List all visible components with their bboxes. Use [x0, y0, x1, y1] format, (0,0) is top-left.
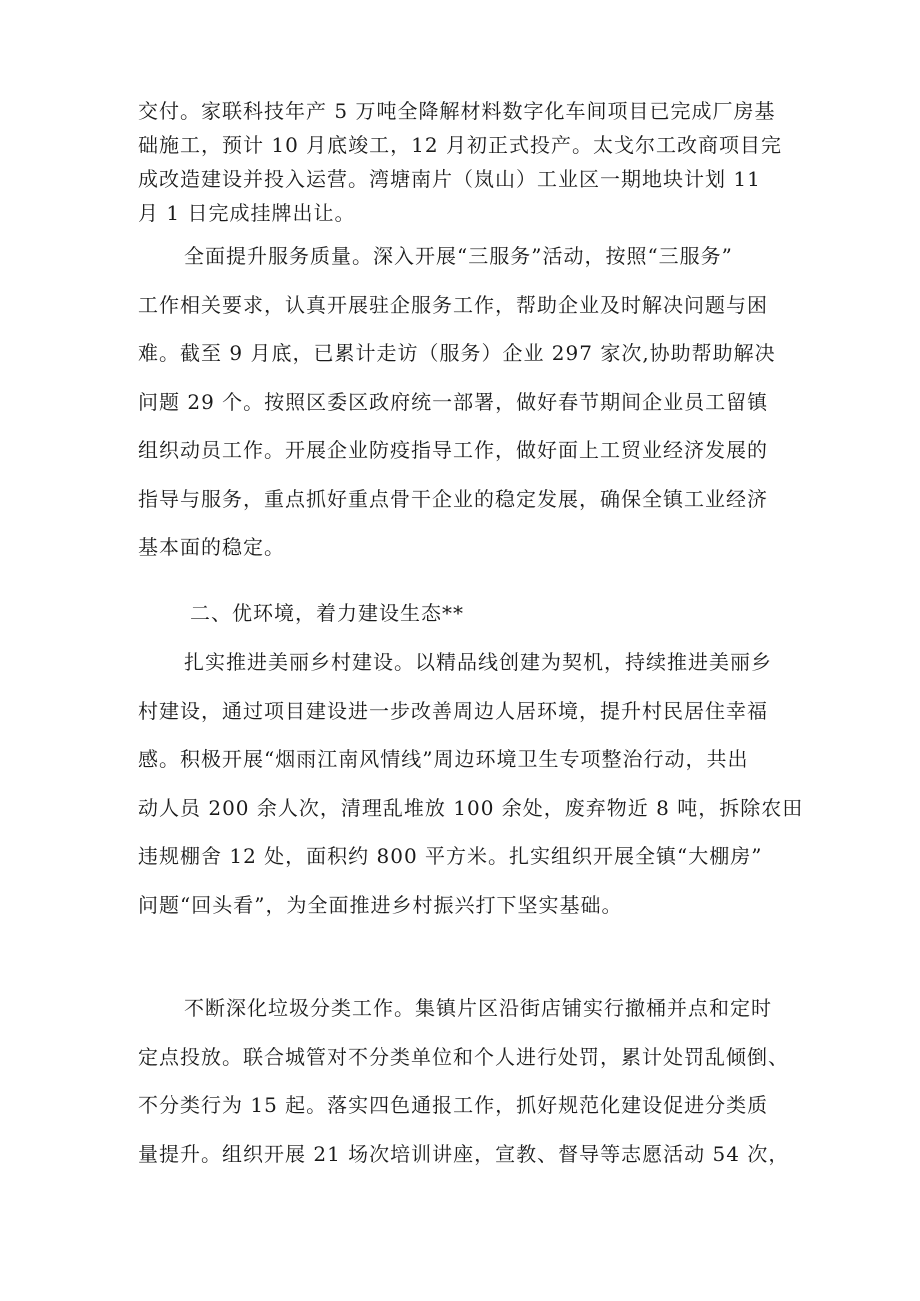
text-line: 违规棚舍 12 处，面积约 800 平方米。扎实组织开展全镇“大棚房”	[138, 844, 763, 868]
text-line: 问题 29 个。按照区委区政府统一部署，做好春节期间企业员工留镇	[138, 389, 769, 414]
text-line: 全面提升服务质量。深入开展“三服务”活动，按照“三服务”	[184, 244, 733, 268]
text-line: 村建设，通过项目建设进一步改善周边人居环境，提升村民居住幸福	[138, 698, 768, 723]
text-line: 不断深化垃圾分类工作。集镇片区沿街店铺实行撤桶并点和定时	[184, 996, 772, 1020]
text-line: 交付。家联科技年产 5 万吨全降解材料数字化车间项目已完成厂房基	[138, 99, 776, 123]
text-line: 问题“回头看”，为全面推进乡村振兴打下坚实基础。	[138, 892, 623, 917]
section-heading-block	[138, 596, 788, 630]
paragraph-beautiful-village	[138, 638, 804, 929]
text-line: 成改造建设并投入运营。湾塘南片（岚山）工业区一期地块计划 11	[138, 167, 761, 191]
text-line: 定点投放。联合城管对不分类单位和个人进行处罚，累计处罚乱倾倒、	[138, 1044, 789, 1069]
section-heading: 二、优环境，着力建设生态**	[190, 601, 464, 625]
text-line: 感。积极开展“烟雨江南风情线”周边环境卫生专项整治行动，共出	[138, 747, 749, 771]
text-line: 工作相关要求，认真开展驻企服务工作，帮助企业及时解决问题与困	[138, 292, 768, 317]
text-line: 组织动员工作。开展企业防疫指导工作，做好面上工贸业经济发展的	[138, 438, 768, 462]
text-line: 量提升。组织开展 21 场次培训讲座，宣教、督导等志愿活动 54 次，	[138, 1141, 790, 1166]
text-line: 扎实推进美丽乡村建设。以精品线创建为契机，持续推进美丽乡	[184, 650, 772, 674]
text-line: 基本面的稳定。	[138, 535, 285, 559]
text-line: 础施工，预计 10 月底竣工，12 月初正式投产。太戈尔工改商项目完	[138, 133, 782, 157]
text-line: 指导与服务，重点抓好重点骨干企业的稳定发展，确保全镇工业经济	[138, 486, 768, 511]
paragraph-continuation	[138, 94, 788, 230]
text-line: 月 1 日完成挂牌出让。	[138, 201, 356, 225]
paragraph-service-quality	[138, 232, 788, 572]
text-line: 难。截至 9 月底，已累计走访（服务）企业 297 家次,协助帮助解决	[138, 341, 776, 365]
text-line: 动人员 200 余人次，清理乱堆放 100 余处，废弃物近 8 吨，拆除农田	[138, 795, 804, 820]
text-line: 不分类行为 15 起。落实四色通报工作，抓好规范化建设促进分类质	[138, 1093, 769, 1117]
paragraph-garbage-sorting	[138, 984, 788, 1178]
